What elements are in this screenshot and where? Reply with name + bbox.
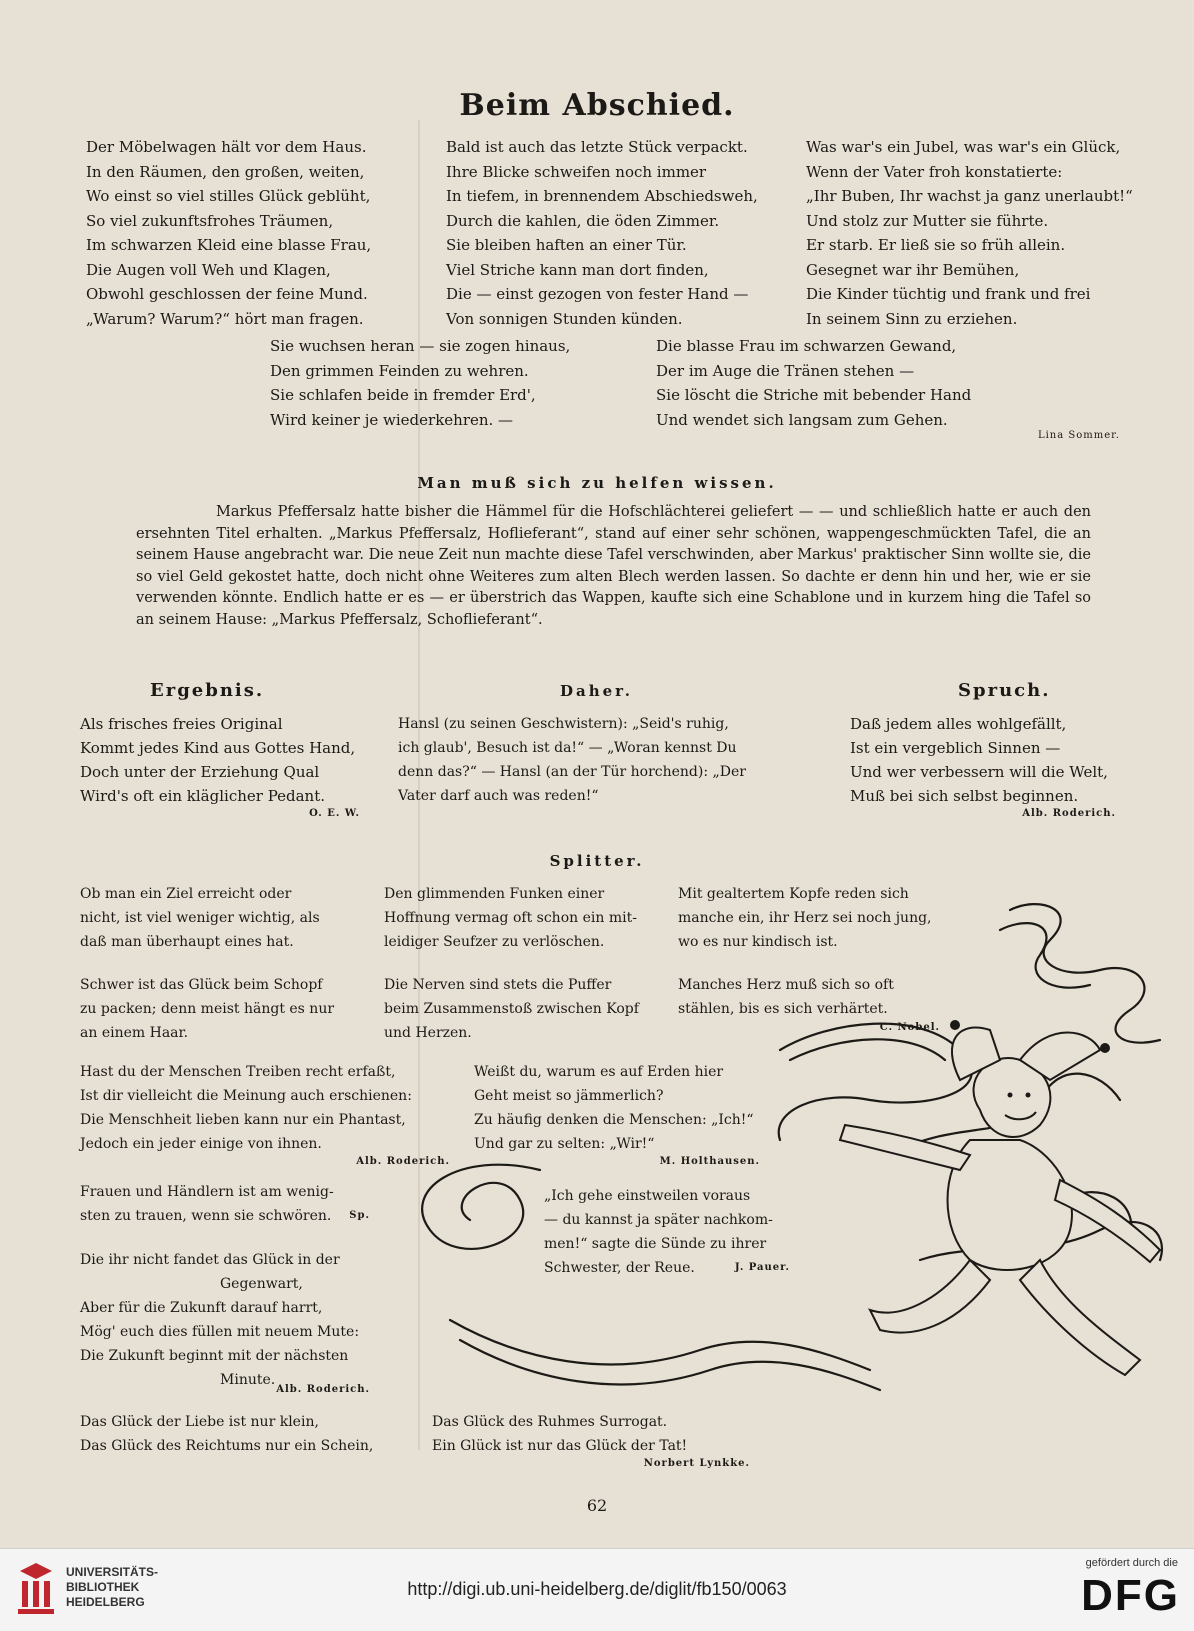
prose-line: Mit gealtertem Kopfe reden sich — [678, 886, 909, 902]
prose-line: manche ein, ihr Herz sei noch jung, — [678, 910, 932, 926]
prose-line: Frauen und Händlern ist am wenig- — [80, 1184, 334, 1200]
anecdote-paragraph — [136, 502, 1091, 631]
poem-line: In den Räumen, den großen, weiten, — [86, 162, 365, 181]
poem-line: Sie schlafen beide in fremder Erd', — [270, 386, 536, 404]
splitter-author-10: J. Pauer. — [734, 1262, 790, 1273]
prose-line: Den glimmenden Funken einer — [384, 886, 605, 902]
page-title: Beim Abschied. — [459, 88, 735, 123]
poem-line: Wird keiner je wiederkehren. — — [270, 410, 514, 429]
prose-line: an einem Haar. — [80, 1025, 189, 1041]
poem-line: Obwohl geschlossen der feine Mund. — [86, 285, 368, 303]
prose-line: Ob man ein Ziel erreicht oder — [80, 886, 292, 902]
poem-line: Muß bei sich selbst beginnen. — [850, 787, 1079, 805]
splitter-author-9: Sp. — [349, 1210, 370, 1221]
section-title-ergebnis: Ergebnis. — [150, 680, 265, 701]
poem-line: Im schwarzen Kleid eine blasse Frau, — [86, 236, 372, 254]
prose-line: Ist dir vielleicht die Meinung auch erschienen: — [80, 1088, 412, 1104]
section-title-spruch: Spruch. — [958, 680, 1051, 701]
poem-line: „Warum? Warum?“ hört man fragen. — [86, 309, 364, 328]
poem-line: Daß jedem alles wohlgefällt, — [850, 715, 1067, 733]
poem-line: Was war's ein Jubel, was war's ein Glück, — [806, 138, 1121, 156]
prose-line: Vater darf auch was reden!“ — [398, 788, 599, 804]
prose-line: „Ich gehe einstweilen voraus — [544, 1188, 751, 1204]
prose-line: Zu häufig denken die Menschen: „Ich!“ — [474, 1112, 754, 1128]
section-title-helfen: Man muß sich zu helfen wissen. — [417, 474, 777, 492]
permalink-url[interactable]: http://digi.ub.uni-heidelberg.de/diglit/fb150/0063 — [407, 1579, 787, 1599]
splitter-author-13: Norbert Lynkke. — [643, 1458, 750, 1469]
prose-line: ich glaub', Besuch ist da!“ — „Woran kennst Du — [398, 740, 737, 756]
prose-line: Die Zukunft beginnt mit der nächsten — [80, 1348, 349, 1364]
poem-line: Den grimmen Feinden zu wehren. — [270, 361, 529, 380]
prose-line: und Herzen. — [384, 1025, 472, 1041]
poem-line: Von sonnigen Stunden künden. — [446, 309, 683, 328]
poem-line: Und wer verbessern will die Welt, — [850, 763, 1108, 781]
spruch-author: Alb. Roderich. — [1022, 808, 1116, 819]
dfg-logo: DFG — [1081, 1571, 1180, 1620]
prose-line: Das Glück des Ruhmes Surrogat. — [432, 1414, 668, 1430]
prose-line: Die ihr nicht fandet das Glück in der — [80, 1252, 340, 1268]
prose-line: Hoffnung vermag oft schon ein mit- — [384, 910, 637, 926]
library-name-line: UNIVERSITÄTS- — [66, 1565, 159, 1579]
poem-author: Lina Sommer. — [1037, 430, 1120, 441]
anecdote-text: Markus Pfeffersalz hatte bisher die Hämmel für die Hofschlächterei geliefert — — und schließlich hatte er auch den ersehnten Titel erhalten. „Markus Pfeffersalz, Hoflieferant“, stand auf einer sehr schönen, wappengeschmückten Tafel, die an seinem Hause angebracht war. Die neue Zeit nun machte diese Tafel verschwinden, aber Markus' praktischer Sinn wollte sie, die so viel Geld gekostet hatte, doch nicht ohne Weiteres zum alten Blech werden lassen. So dachte er denn hin und her, wie er sie verwenden könnte. Endlich hatte er es — er überstrich das Wappen, kaufte sich eine Schablone und in kurzem hing die Tafel so an seinem Hause: „Markus Pfeffersalz, Schoflieferant“. — [136, 504, 1091, 628]
splitter-aphorism-1 — [80, 882, 370, 954]
prose-line: denn das?“ — Hansl (an der Tür horchend): „Der — [398, 764, 746, 780]
poem-line: Durch die kahlen, die öden Zimmer. — [446, 211, 720, 230]
poem-column-5 — [656, 334, 1016, 432]
poem-line: Die — einst gezogen von fester Hand — — [446, 285, 749, 303]
section-title-splitter: Splitter. — [549, 852, 645, 870]
splitter-author-7: Alb. Roderich. — [356, 1156, 450, 1167]
prose-line: leidiger Seufzer zu verlöschen. — [384, 934, 605, 950]
prose-line: Das Glück des Reichtums nur ein Schein, — [80, 1438, 374, 1454]
prose-line: Und gar zu selten: „Wir!“ — [474, 1136, 655, 1152]
page-number: 62 — [586, 1496, 608, 1515]
prose-line: Das Glück der Liebe ist nur klein, — [80, 1414, 319, 1430]
funding-note: gefördert durch die — [1085, 1557, 1178, 1569]
jester-illustration — [400, 900, 1180, 1460]
poem-line: Und stolz zur Mutter sie führte. — [806, 211, 1049, 230]
prose-line: sten zu trauen, wenn sie schwören. — [80, 1208, 332, 1224]
poem-line: Er starb. Er ließ sie so früh allein. — [806, 236, 1066, 254]
prose-line: Minute. — [220, 1372, 276, 1388]
prose-line: Ein Glück ist nur das Glück der Tat! — [432, 1438, 688, 1454]
prose-line: Hansl (zu seinen Geschwistern): „Seid's ruhig, — [398, 716, 729, 732]
poem-line: Der im Auge die Tränen stehen — — [656, 361, 915, 380]
prose-line: — du kannst ja später nachkom- — [544, 1212, 773, 1228]
poem-line: Viel Striche kann man dort finden, — [446, 260, 709, 279]
prose-line: nicht, ist viel weniger wichtig, als — [80, 910, 320, 926]
prose-line: beim Zusammenstoß zwischen Kopf — [384, 1001, 639, 1017]
ergebnis-author: O. E. W. — [309, 808, 360, 819]
prose-line: wo es nur kindisch ist. — [678, 934, 838, 950]
splitter-author-11: Alb. Roderich. — [276, 1384, 370, 1395]
prose-line: zu packen; denn meist hängt es nur — [80, 1001, 335, 1017]
viewer-footer — [0, 1548, 1194, 1631]
poem-column-1 — [86, 135, 426, 331]
section-title-daher: Daher. — [560, 682, 633, 700]
poem-line: In seinem Sinn zu erziehen. — [806, 309, 1018, 328]
poem-line: Ihre Blicke schweifen noch immer — [446, 162, 707, 181]
prose-line: Schwester, der Reue. — [544, 1260, 695, 1276]
ergebnis-poem — [80, 712, 410, 808]
spruch-poem — [850, 712, 1170, 808]
poem-line: In tiefem, in brennendem Abschiedsweh, — [446, 187, 758, 205]
prose-line: Gegenwart, — [220, 1276, 303, 1292]
library-name-line: HEIDELBERG — [66, 1595, 145, 1609]
poem-line: Die Kinder tüchtig und frank und frei — [806, 285, 1091, 303]
prose-line: Die Nerven sind stets die Puffer — [384, 977, 612, 993]
poem-line: Die blasse Frau im schwarzen Gewand, — [656, 337, 957, 355]
poem-line: Sie bleiben haften an einer Tür. — [446, 236, 687, 254]
prose-line: Jedoch ein jeder einige von ihnen. — [80, 1136, 322, 1152]
prose-line: Mög' euch dies füllen mit neuem Mute: — [80, 1324, 360, 1340]
poem-column-2 — [446, 135, 786, 331]
poem-column-3 — [806, 135, 1166, 331]
splitter-aphorism-11 — [80, 1248, 390, 1392]
splitter-author-6: C. Nobel. — [879, 1022, 940, 1033]
prose-line: Weißt du, warum es auf Erden hier — [474, 1064, 724, 1080]
poem-line: Sie wuchsen heran — sie zogen hinaus, — [270, 337, 571, 355]
poem-line: Die Augen voll Weh und Klagen, — [86, 260, 331, 279]
prose-line: Die Menschheit lieben kann nur ein Phantast, — [80, 1112, 406, 1128]
prose-line: Hast du der Menschen Treiben recht erfaßt, — [80, 1064, 396, 1080]
prose-line: stählen, bis es sich verhärtet. — [678, 1001, 888, 1017]
poem-column-4 — [270, 334, 610, 432]
splitter-aphorism-4 — [80, 973, 370, 1045]
prose-line: Schwer ist das Glück beim Schopf — [80, 977, 323, 993]
poem-line: Bald ist auch das letzte Stück verpackt. — [446, 138, 748, 156]
prose-line: daß man überhaupt eines hat. — [80, 934, 294, 950]
poem-line: Als frisches freies Original — [80, 715, 283, 733]
prose-line: men!“ sagte die Sünde zu ihrer — [544, 1236, 767, 1252]
poem-line: „Ihr Buben, Ihr wachst ja ganz unerlaubt!“ — [806, 187, 1133, 205]
poem-line: Sie löscht die Striche mit bebender Hand — [656, 386, 972, 404]
poem-line: Gesegnet war ihr Bemühen, — [806, 260, 1020, 279]
poem-line: Wenn der Vater froh konstatierte: — [806, 162, 1063, 181]
library-name-line: BIBLIOTHEK — [66, 1580, 140, 1594]
poem-line: Und wendet sich langsam zum Gehen. — [656, 410, 948, 429]
splitter-aphorism-12 — [80, 1410, 420, 1458]
daher-text — [398, 712, 828, 808]
poem-line: Der Möbelwagen hält vor dem Haus. — [86, 138, 367, 156]
poem-line: Wird's oft ein kläglicher Pedant. — [80, 787, 325, 805]
prose-line: Geht meist so jämmerlich? — [474, 1088, 664, 1104]
splitter-author-8: M. Holthausen. — [659, 1156, 760, 1167]
poem-line: So viel zukunftsfrohes Träumen, — [86, 211, 334, 230]
poem-line: Kommt jedes Kind aus Gottes Hand, — [80, 739, 356, 757]
prose-line: Aber für die Zukunft darauf harrt, — [80, 1300, 323, 1316]
prose-line: Manches Herz muß sich so oft — [678, 977, 894, 993]
poem-line: Ist ein vergeblich Sinnen — — [850, 739, 1061, 757]
poem-line: Wo einst so viel stilles Glück geblüht, — [86, 187, 371, 205]
poem-line: Doch unter der Erziehung Qual — [80, 763, 320, 781]
